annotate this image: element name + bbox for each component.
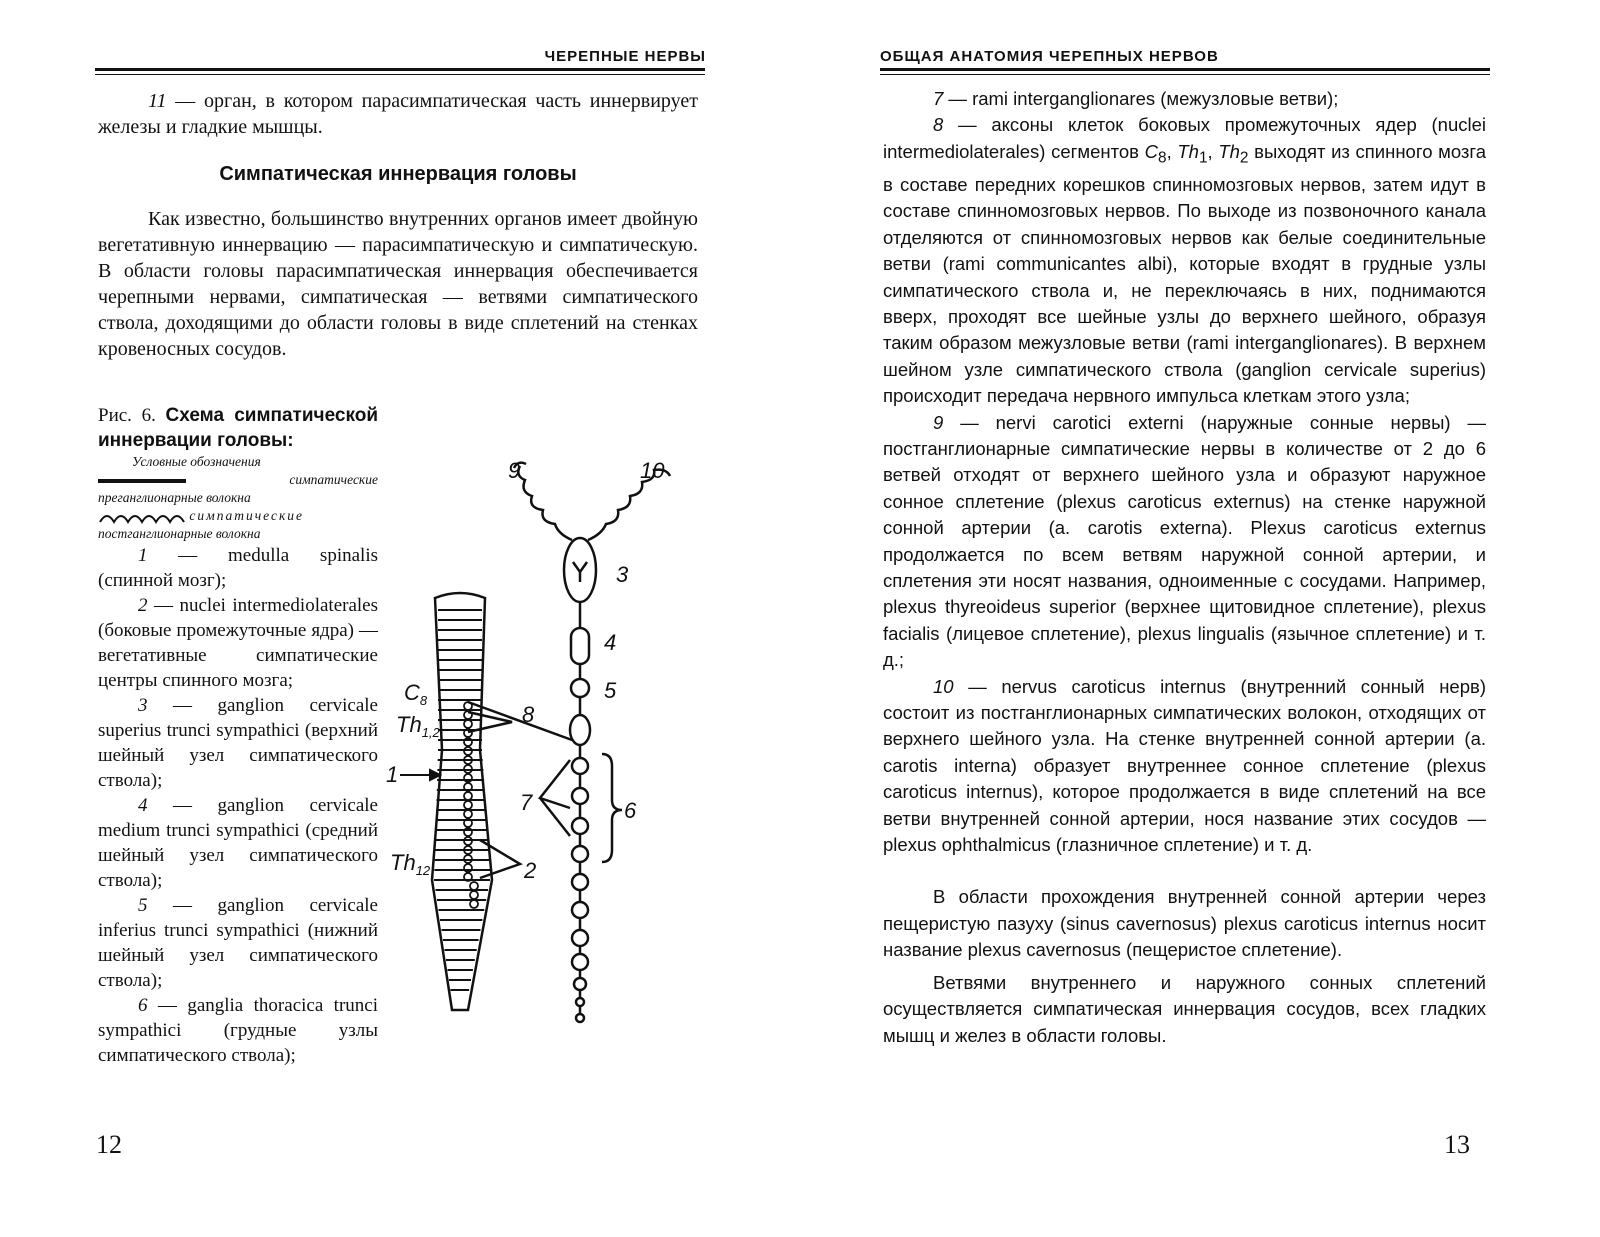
ganglion-y-mark	[573, 562, 587, 582]
arrow-head-icon	[430, 770, 440, 780]
item-number: 7	[933, 88, 944, 109]
nucleus-circle	[470, 882, 478, 890]
caption-title-line	[98, 403, 378, 453]
label-1: 1	[386, 762, 399, 787]
label-5: 5	[604, 678, 617, 703]
label-th12b	[390, 850, 431, 878]
thoracic-ganglion	[572, 818, 588, 834]
intro-text	[98, 88, 698, 140]
label-pointer-7	[540, 760, 570, 836]
list-item	[98, 893, 378, 993]
paragraph: Как известно, большинство внутренних органов имеет двойную вегетативную иннервацию — парасимпатическую и симпатическую. В области головы парасимпатическая иннервация обеспечивается черепными нервами, симпатическая — ветвями симпатического ствола, доходящими до области головы в виде сплетений на стенках кровеносных сосудов.	[98, 208, 698, 360]
header-rule	[880, 68, 1490, 71]
nucleus-circle	[464, 801, 472, 809]
thoracic-ganglion	[572, 846, 588, 862]
item-number: 3	[138, 695, 148, 716]
list-item	[883, 86, 1486, 112]
legend-heading: Условные обозначения	[132, 454, 261, 469]
item-number: 2	[138, 595, 148, 616]
legend-post-text-b: постганглионарные волокна	[98, 526, 261, 541]
header-rule	[95, 68, 705, 71]
label-7: 7	[520, 790, 533, 815]
thoracic-brace	[602, 754, 622, 862]
lateral-nuclei	[464, 702, 478, 908]
label-c8	[404, 680, 428, 708]
thoracic-ganglion	[572, 930, 588, 946]
label-c8-main: C	[404, 680, 420, 705]
label-th12-sub: 12	[415, 863, 431, 878]
item-number: 10	[933, 675, 954, 697]
segment-c: C	[1144, 140, 1158, 162]
label-th-main: Th	[396, 712, 422, 737]
running-head: ЧЕРЕПНЫЕ НЕРВЫ	[544, 48, 706, 65]
header-rule-thin	[95, 74, 705, 75]
label-th-sub: 1,2	[421, 725, 440, 740]
external-carotid-nerve	[518, 466, 572, 540]
item-number: 4	[138, 795, 148, 816]
preganglionic-fiber	[468, 702, 572, 740]
list-item	[98, 593, 378, 693]
segment-c-sub: 8	[1158, 149, 1167, 167]
thoracic-ganglion	[572, 874, 588, 890]
nucleus-circle	[464, 792, 472, 800]
caption-prefix: Рис. 6.	[98, 405, 166, 426]
label-c8-sub: 8	[419, 693, 428, 708]
page-number: 12	[96, 1130, 122, 1159]
legend-pre-text: симпатические преганглионарные волокна	[98, 472, 378, 505]
cervicothoracic-ganglion	[570, 715, 590, 745]
page-number: 13	[1444, 1130, 1470, 1159]
label-2: 2	[524, 858, 537, 883]
item-text: — nervus caroticus internus (внутренний сонный нерв) состоит из постганглионарных симпатических волокон, отходящих от верхнего шейного узла. На стенке внутренней сонной артерии (a. carotis interna) образует внутреннее сонное сплетение (plexus caroticus internus), которое продолжается в виде сплетений на все ветви внутренней сонной артерии, нося название этих сосудов — plexus ophthalmicus (глазничное сплетение) и т. д.	[883, 675, 1486, 856]
list-item	[98, 793, 378, 893]
thoracic-ganglion	[574, 978, 586, 990]
solid-line-icon	[98, 477, 188, 485]
item-number: 1	[138, 545, 148, 566]
item-text: — аксоны клеток боковых промежуточных ядер (nuclei intermediolaterales) сегментов	[883, 114, 1486, 162]
paragraph: В области прохождения внутренней сонной артерии через пещеристую пазуху (sinus cavernosus) plexus caroticus internus носит название plexus cavernosus (пещеристое сплетение).	[883, 886, 1486, 961]
segment-th2-sub: 2	[1239, 149, 1249, 167]
legend-post-text-a: симпатические	[189, 508, 305, 523]
nucleus-circle	[470, 900, 478, 908]
label-th12-main: Th	[390, 850, 416, 875]
item-text: — ganglion cervicale inferius trunci sympathici (нижний шейный узел симпатического ствола);	[98, 895, 378, 991]
paragraph: Ветвями внутреннего и наружного сонных сплетений осуществляется симпатическая иннервация сосудов, всех гладких мышц и желез в области головы.	[883, 971, 1486, 1046]
item-text: — орган, в котором парасимпатическая часть иннервирует железы и гладкие мышцы.	[98, 90, 698, 138]
item-number: 5	[138, 895, 148, 916]
item-text: — ganglia thoracica trunci sympathici (грудные узлы симпатического ствола);	[98, 995, 378, 1066]
figure-caption	[98, 403, 378, 1068]
nucleus-circle	[464, 720, 472, 728]
thoracic-ganglion	[572, 954, 588, 970]
separator: ,	[1207, 140, 1219, 162]
item-text: — medulla spinalis (спинной мозг);	[98, 545, 378, 591]
item-number: 11	[148, 90, 167, 112]
header-rule-thin	[880, 74, 1490, 75]
sympathetic-innervation-diagram	[380, 450, 710, 1030]
list-item	[883, 674, 1486, 859]
list-item	[883, 410, 1486, 674]
right-column	[883, 86, 1486, 1049]
list-item	[98, 693, 378, 793]
thoracic-ganglion	[576, 998, 584, 1006]
list-item	[98, 543, 378, 593]
inferior-cervical-ganglion	[571, 679, 589, 697]
segment-th1: Th	[1177, 140, 1199, 162]
body-paragraph	[98, 206, 698, 362]
label-6: 6	[624, 798, 637, 823]
item-text: — rami interganglionares (межузловые ветви);	[943, 88, 1339, 109]
label-3: 3	[616, 562, 629, 587]
item-text: — nuclei intermediolaterales (боковые промежуточные ядра) — вегетативные симпатические центры спинного мозга;	[98, 595, 378, 691]
nucleus-circle	[464, 810, 472, 818]
caption-title: Схема симпатической иннервации головы:	[98, 405, 379, 451]
list-item	[98, 993, 378, 1068]
legend-postganglionic	[98, 507, 378, 543]
wavy-line-icon	[98, 510, 186, 524]
thoracic-ganglia	[572, 758, 588, 1022]
label-9: 9	[508, 458, 521, 483]
thoracic-ganglion	[572, 788, 588, 804]
item-text: — ganglion cervicale superius trunci sympathici (верхний шейный узел симпатического ствола);	[98, 695, 378, 791]
label-8: 8	[522, 702, 535, 727]
nucleus-circle	[470, 891, 478, 899]
segment-th2: Th	[1218, 140, 1240, 162]
middle-cervical-ganglion	[571, 628, 589, 664]
list-item	[883, 112, 1486, 409]
item-text: — nervi carotici externi (наружные сонные нервы) — постганглионарные симпатические нервы в количестве от 2 до 6 ветвей отходят от верхнего шейного узла и образуют наружное сонное сплетение (plexus caroticus externus) на стенке наружной сонной артерии (a. carotis externa). Plexus caroticus externus продолжается по всем ветвям наружной сонной артерии, и сплетения эти носят названия, одноименные с сосудами. Например, plexus thyreoideus superior (верхнее щитовидное сплетение), plexus facialis (лицевое сплетение), plexus lingualis (язычное сплетение) и т. д.;	[883, 411, 1486, 671]
item-text: — ganglion cervicale medium trunci sympathici (средний шейный узел симпатического ствола);	[98, 795, 378, 891]
running-head: ОБЩАЯ АНАТОМИЯ ЧЕРЕПНЫХ НЕРВОВ	[880, 48, 1219, 65]
right-page	[800, 0, 1600, 1237]
item-text-cont: выходят из спинного мозга в составе передних корешков спинномозговых нервов, затем идут в составе спинномозговых нервов. По выходе из позвоночного канала отделяются от спинномозговых нервов как белые соединительные ветви (rami communicantes albi), которые входят в грудные узлы симпатического ствола и, не переключаясь в них, поднимаются вверх, проходят все шейные узлы до верхнего шейного, образуя таким образом межузловые ветви (rami interganglionares). В верхнем шейном узле симпатического ствола (ganglion cervicale superius) происходит передача нервного импульса клеткам этого узла;	[883, 140, 1487, 407]
thoracic-ganglion	[576, 1014, 584, 1022]
thoracic-ganglion	[572, 902, 588, 918]
segment-th1-sub: 1	[1198, 149, 1208, 167]
section-heading: Симпатическая иннервация головы	[219, 163, 577, 185]
item-number: 8	[933, 114, 944, 136]
label-10: 10	[640, 458, 665, 483]
item-number: 6	[138, 995, 148, 1016]
item-number: 9	[933, 411, 944, 433]
thoracic-ganglion	[572, 758, 588, 774]
separator: ,	[1166, 140, 1178, 162]
label-th12	[396, 712, 441, 740]
label-4: 4	[604, 630, 617, 655]
spinal-cord-outline	[432, 593, 492, 1010]
legend-preganglionic	[98, 471, 378, 507]
